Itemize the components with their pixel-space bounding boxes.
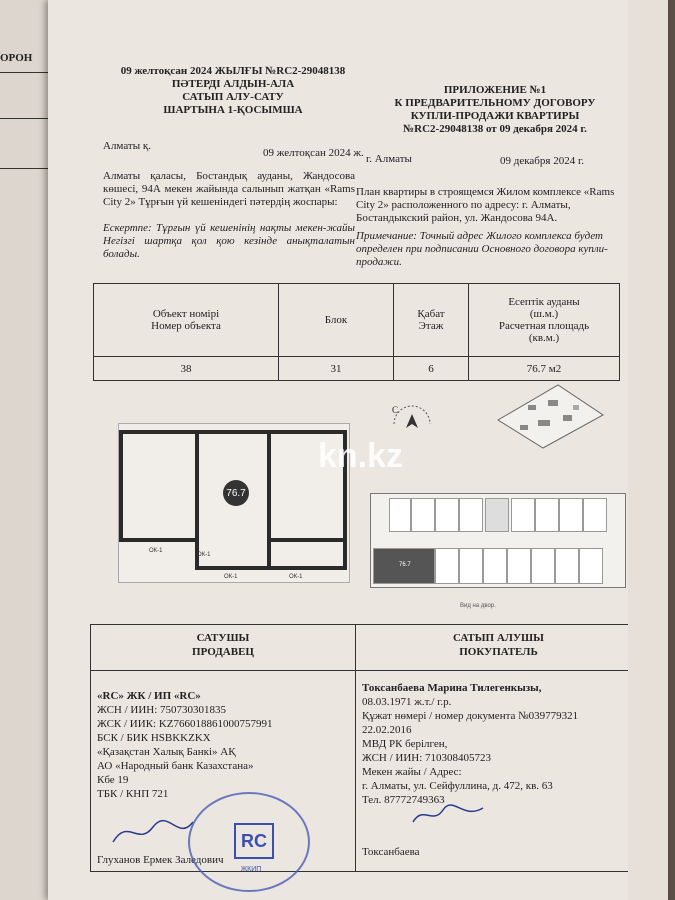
- seller-line: Кбе 19: [97, 774, 129, 786]
- value-area: 76.7 м2: [469, 357, 620, 381]
- buyer-details: [356, 671, 642, 872]
- site-map: [488, 380, 608, 450]
- window-label: ОК-1: [149, 548, 163, 554]
- stamp-caption: ЖКИП: [240, 866, 262, 873]
- floor-room: [389, 498, 411, 532]
- plan-wall: [119, 430, 123, 542]
- buyer-line: Мекен жайы / Адрес:: [362, 766, 462, 778]
- ru-address: План квартиры в строящемся Жилом комплексе «Rams City 2» расположенного по адресу: г. Алматы, Бостандыкский район, ул. Жандосова 94А.: [356, 186, 615, 224]
- ru-header-line: КУПЛИ-ПРОДАЖИ КВАРТИРЫ: [410, 110, 580, 122]
- seller-line: БСК / БИК HSBKKZKX: [97, 732, 211, 744]
- plan-wall: [119, 538, 197, 542]
- buyer-title: САТЫП АЛУШЫ: [453, 632, 544, 644]
- ru-header: [360, 84, 630, 136]
- desk-background: [628, 0, 668, 900]
- kz-header-line: ПӘТЕРДІ АЛДЫН-АЛА: [171, 78, 295, 90]
- ru-header-line: №RC2-29048138 от 09 декабря 2024 г.: [403, 123, 587, 135]
- kz-header: [103, 65, 363, 117]
- seller-title: САТУШЫ: [196, 632, 250, 644]
- floor-room: [559, 498, 583, 532]
- plan-wall: [269, 538, 347, 542]
- floor-room: [435, 498, 459, 532]
- seller-line: ЖСН / ИИН: 750730301835: [97, 704, 227, 716]
- ru-header-line: К ПРЕДВАРИТЕЛЬНОМУ ДОГОВОРУ: [394, 97, 596, 109]
- floor-room: [511, 498, 535, 532]
- object-table-row: [94, 357, 620, 381]
- kz-date: 09 желтоқсан 2024 ж.: [263, 147, 364, 159]
- plan-wall: [119, 430, 347, 434]
- plan-wall: [271, 566, 347, 570]
- floor-room: [435, 548, 459, 584]
- floor-room: [579, 548, 603, 584]
- floor-caption: Вид на двор.: [460, 603, 496, 609]
- header-block: Блок: [279, 284, 394, 357]
- compass-label: С: [392, 405, 399, 415]
- seller-line: «RC» ЖК / ИП «RC»: [97, 690, 201, 702]
- floor-room: [459, 498, 483, 532]
- buyer-line: 08.03.1971 ж.т./ г.р.: [362, 696, 452, 708]
- floor-room: [535, 498, 559, 532]
- stamp-logo: RC: [234, 823, 274, 859]
- floor-room: [459, 548, 483, 584]
- buyer-line: МВД РК берілген,: [362, 738, 448, 750]
- value-block: 31: [279, 357, 394, 381]
- buyer-line: Тел. 87772749363: [362, 794, 445, 806]
- seller-subtitle: ПРОДАВЕЦ: [192, 646, 254, 658]
- buyer-signer: Токсанбаева: [362, 846, 420, 858]
- floor-plan: [370, 493, 626, 588]
- buyer-header: [356, 625, 642, 671]
- document-page: [48, 0, 668, 900]
- header-object-number: Объект номірі Номер объекта: [94, 284, 279, 357]
- kz-header-line: ШАРТЫНА 1-ҚОСЫМША: [163, 104, 303, 116]
- floor-highlight-label: 76.7: [399, 562, 411, 568]
- ru-city: г. Алматы: [366, 153, 412, 165]
- value-floor: 6: [394, 357, 469, 381]
- value-object-number: 38: [94, 357, 279, 381]
- ru-date: 09 декабря 2024 г.: [500, 155, 584, 167]
- window-label: ОК-1: [224, 574, 238, 580]
- seller-line: ТБК / КНП 721: [97, 788, 169, 800]
- buyer-subtitle: ПОКУПАТЕЛЬ: [459, 646, 538, 658]
- seller-line: «Қазақстан Халық Банкі» АҚ: [97, 746, 236, 758]
- plan-wall: [343, 542, 347, 570]
- object-table-header-row: [94, 284, 620, 357]
- plan-wall: [195, 430, 199, 570]
- buyer-line: ЖСН / ИИН: 710308405723: [362, 752, 492, 764]
- buyer-line: г. Алматы, ул. Сейфуллина, д. 472, кв. 63: [362, 780, 553, 792]
- ru-note: Примечание: Точный адрес Жилого комплекса будет определен при подписании Основного договора купли-продажи.: [356, 230, 608, 268]
- kz-address: Алматы қаласы, Бостандық ауданы, Жандосова көшесі, 94А мекен жайында салынып жатқан «Rams City 2» Тұрғын үй кешеніндегі пәтердің жоспары:: [103, 170, 355, 208]
- kz-header-line: 09 желтоқсан 2024 ЖЫЛҒЫ №RC2-29048138: [120, 65, 346, 77]
- seller-line: АО «Народный банк Казахстана»: [97, 760, 254, 772]
- buyer-signature-icon: [408, 800, 488, 830]
- floor-core: [485, 498, 509, 532]
- buyer-line: Токсанбаева Марина Тилегенкызы,: [362, 682, 542, 694]
- ru-header-line: ПРИЛОЖЕНИЕ №1: [443, 84, 547, 96]
- header-floor: Қабат Этаж: [394, 284, 469, 357]
- watermark: kn.kz: [318, 437, 404, 475]
- back-page-header: ОРОН: [0, 52, 33, 64]
- floor-room: [507, 548, 531, 584]
- floor-room: [583, 498, 607, 532]
- floor-room: [483, 548, 507, 584]
- object-table: [93, 283, 620, 381]
- seller-signature-icon: [108, 812, 198, 852]
- floor-room: [531, 548, 555, 584]
- buyer-line: Құжат нөмері / номер документа №039779321: [362, 710, 579, 722]
- buyer-line: 22.02.2016: [362, 724, 412, 736]
- floor-room: [555, 548, 579, 584]
- window-label: ОК-1: [289, 574, 303, 580]
- seller-header: [91, 625, 356, 671]
- plan-wall: [195, 566, 271, 570]
- area-badge: 76.7: [223, 480, 249, 506]
- header-area: Есептік ауданы (ш.м.) Расчетная площадь (кв.м.): [469, 284, 620, 357]
- apartment-plan: [118, 423, 350, 583]
- seller-signer: Глуханов Ермек Заледович: [97, 854, 224, 866]
- seller-line: ЖСК / ИИК: KZ766018861000757991: [97, 718, 273, 730]
- plan-wall: [267, 430, 271, 570]
- floor-room: [411, 498, 435, 532]
- kz-note: Ескертпе: Тұрғын үй кешенінің нақты мекен-жайы Негізгі шартқа қол қою кезінде анықталатын болады.: [103, 222, 355, 260]
- kz-header-line: САТЫП АЛУ-САТУ: [182, 91, 284, 103]
- window-label: ОК-1: [197, 552, 211, 558]
- kz-city: Алматы қ.: [103, 140, 151, 152]
